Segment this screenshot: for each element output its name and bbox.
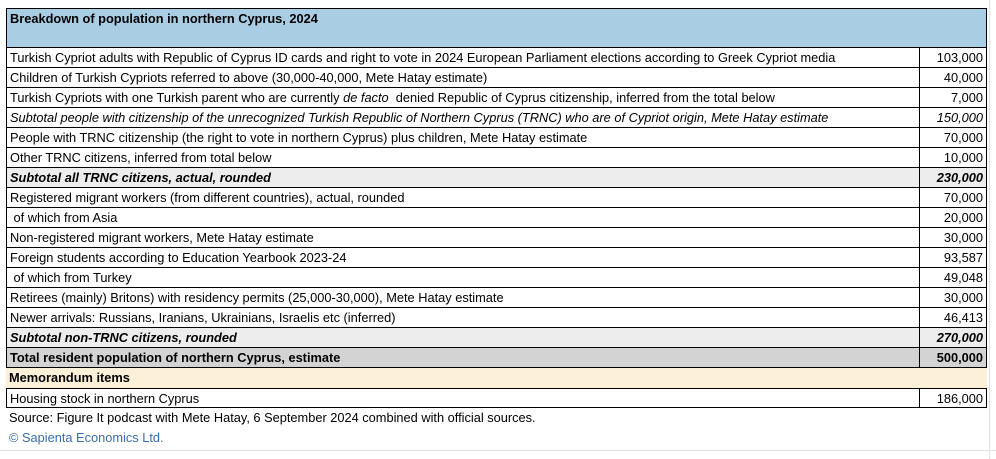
table-row[interactable] xyxy=(6,128,987,148)
row-value: 49,048 xyxy=(943,270,983,285)
source-note: Source: Figure It podcast with Mete Hatay, 6 September 2024 combined with official sources. xyxy=(9,410,536,425)
row-label: Newer arrivals: Russians, Iranians, Ukrainians, Israelis etc (inferred) xyxy=(7,308,920,327)
row-label: Non-registered migrant workers, Mete Hatay estimate xyxy=(7,228,920,247)
row-label: Subtotal people with citizenship of the unrecognized Turkish Republic of Northern Cyprus (TRNC) who are of Cypriot origin, Mete Hatay estimate xyxy=(7,108,920,127)
table-header[interactable] xyxy=(6,8,987,48)
table-row[interactable] xyxy=(6,328,987,348)
table-row[interactable] xyxy=(6,348,987,368)
row-label-text: Turkish Cypriots with one Turkish parent who are currently xyxy=(10,90,344,105)
memo-heading-row[interactable] xyxy=(6,368,987,388)
row-value: 20,000 xyxy=(943,210,983,225)
table-row[interactable] xyxy=(6,48,987,68)
copyright-note[interactable]: © Sapienta Economics Ltd. xyxy=(9,430,164,445)
row-value: 30,000 xyxy=(943,230,983,245)
table-row[interactable] xyxy=(6,248,987,268)
memo-row[interactable] xyxy=(6,388,987,408)
memo-label: Housing stock in northern Cyprus xyxy=(7,389,920,407)
row-value: 500,000 xyxy=(936,350,983,365)
table-row[interactable] xyxy=(6,268,987,288)
row-label: Retirees (mainly) Britons) with residency permits (25,000-30,000), Mete Hatay estimate xyxy=(7,288,920,307)
row-label-text: denied Republic of Cyprus citizenship, inferred from the total below xyxy=(388,90,775,105)
table-row[interactable] xyxy=(6,188,987,208)
row-label: Subtotal all TRNC citizens, actual, rounded xyxy=(7,168,920,187)
row-value: 270,000 xyxy=(936,330,983,345)
copyright-row xyxy=(6,428,987,448)
row-label: Subtotal non-TRNC citizens, rounded xyxy=(7,328,920,347)
table-row[interactable] xyxy=(6,228,987,248)
row-value: 93,587 xyxy=(943,250,983,265)
row-value: 70,000 xyxy=(943,130,983,145)
row-label xyxy=(7,88,920,107)
row-value: 30,000 xyxy=(943,290,983,305)
row-label: People with TRNC citizenship (the right to vote in northern Cyprus) plus children, Mete Hatay estimate xyxy=(7,128,920,147)
row-label: of which from Turkey xyxy=(7,268,920,287)
memo-heading: Memorandum items xyxy=(9,370,130,385)
row-label: Children of Turkish Cypriots referred to above (30,000-40,000, Mete Hatay estimate) xyxy=(7,68,920,87)
grid-line xyxy=(989,0,990,459)
table-row[interactable] xyxy=(6,148,987,168)
table-title: Breakdown of population in northern Cyprus, 2024 xyxy=(10,11,318,26)
row-label: Foreign students according to Education Yearbook 2023-24 xyxy=(7,248,920,267)
table-row[interactable] xyxy=(6,68,987,88)
grid-line xyxy=(0,450,996,451)
row-label: Other TRNC citizens, inferred from total below xyxy=(7,148,920,167)
table-row[interactable] xyxy=(6,288,987,308)
row-value: 103,000 xyxy=(936,50,983,65)
row-value: 70,000 xyxy=(943,190,983,205)
table-row[interactable] xyxy=(6,308,987,328)
row-value: 230,000 xyxy=(936,170,983,185)
memo-value: 186,000 xyxy=(936,391,983,406)
table-row[interactable] xyxy=(6,208,987,228)
row-label-emphasis: de facto xyxy=(343,90,389,105)
table-row[interactable] xyxy=(6,108,987,128)
row-value: 7,000 xyxy=(950,90,983,105)
row-value: 10,000 xyxy=(943,150,983,165)
row-value: 150,000 xyxy=(936,110,983,125)
source-row xyxy=(6,408,987,428)
row-label: Registered migrant workers (from different countries), actual, rounded xyxy=(7,188,920,207)
table-row[interactable] xyxy=(6,88,987,108)
table-row[interactable] xyxy=(6,168,987,188)
row-label: of which from Asia xyxy=(7,208,920,227)
row-value: 40,000 xyxy=(943,70,983,85)
row-label: Total resident population of northern Cyprus, estimate xyxy=(7,348,920,367)
row-value: 46,413 xyxy=(943,310,983,325)
row-label: Turkish Cypriot adults with Republic of Cyprus ID cards and right to vote in 2024 European Parliament elections according to Greek Cypriot media xyxy=(7,48,920,67)
